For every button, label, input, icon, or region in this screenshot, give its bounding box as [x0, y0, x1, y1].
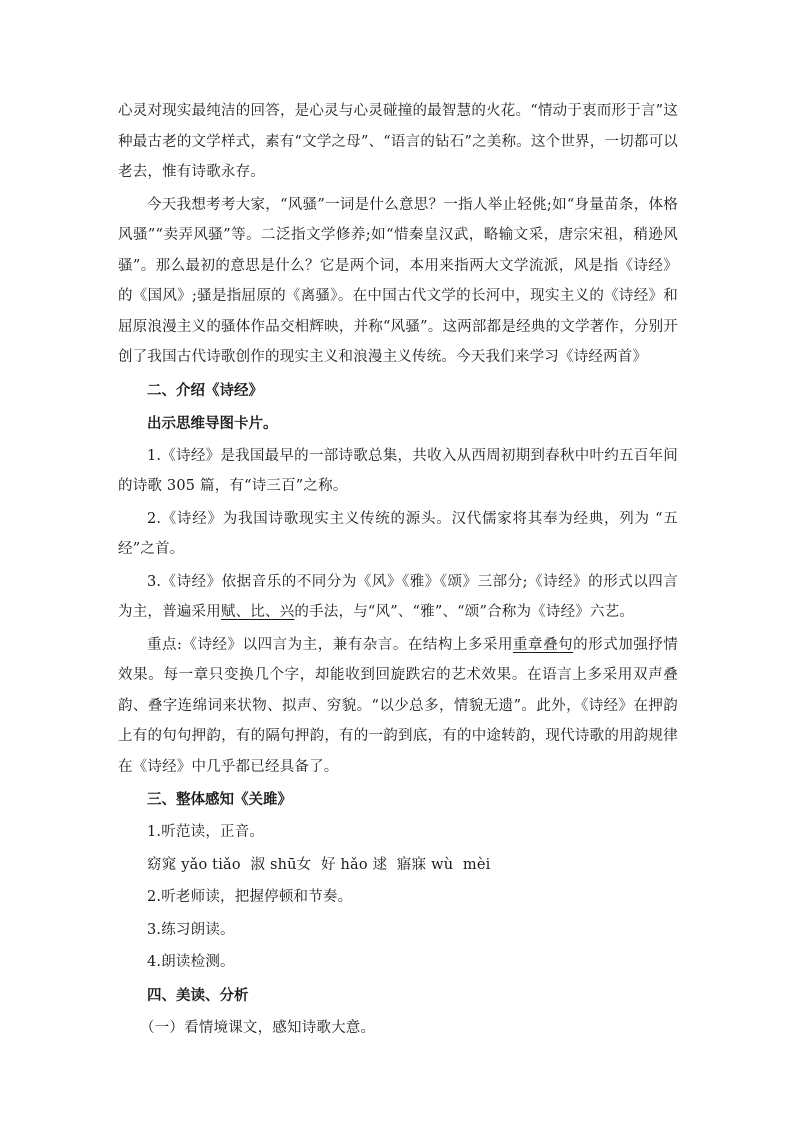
subheading-mindmap-card: 出示思维导图卡片。: [147, 414, 278, 432]
subsection-1: （一）看情境课文，感知诗歌大意。: [140, 1019, 376, 1036]
underlined-fu-bi-xing: 赋、比、兴: [220, 604, 295, 620]
paragraph-key-points: [118, 630, 678, 783]
list-item-1: 1.《诗经》是我国最早的一部诗歌总集，共收入从西周初期到春秋中叶约五百年间的诗歌 305 篇，有“诗三百”之称。: [118, 447, 678, 494]
paragraph-fengsao: 今天我想考考大家，“风骚”一词是什么意思？一指人举止轻佻;如“身量苗条，体格风骚”“卖弄风骚”等。二泛指文学修养;如“惜秦皇汉武，略输文采，唐宗宋祖，稍逊风骚”。那么最初的意思是什么？它是两个词，本用来指两大文学流派，风是指《诗经》的《国风》;骚是指屈原的《离骚》。在中国古代文学的长河中，现实主义的《诗经》和屈原浪漫主义的骚体作品交相辉映，并称“风骚”。这两部都是经典的文学著作，分别开创了我国古代诗歌创作的现实主义和浪漫主义传统。今天我们来学习《诗经两首》: [118, 196, 678, 365]
step-4: 4.朗读检测。: [147, 954, 235, 970]
list-item-3-text-a: 3.《诗经》依据音乐的不同分为《风》《雅》《颂》三部分;《诗经》的形式以四言为主，普遍采用: [118, 573, 678, 620]
section-heading-introduce-shijing: 二、介绍《诗经》: [147, 381, 263, 399]
step-2: 2.听老师读，把握停顿和节奏。: [147, 889, 353, 905]
pinyin-line: 窈窕 yǎo tiǎo 淑 shū女 好 hǎo 逑 寤寐 wù mèi: [147, 856, 491, 873]
section-heading-guanju: 三、整体感知《关雎》: [147, 791, 292, 808]
step-3: 3.练习朗读。: [147, 921, 235, 938]
list-item-2: 2.《诗经》为我国诗歌现实主义传统的源头。汉代儒家将其奉为经典，列为 “五经”之首。: [118, 510, 678, 557]
underlined-chongzhang-dieju: 重章叠句: [513, 636, 574, 653]
section-heading-meidu: 四、美读、分析: [147, 986, 249, 1004]
key-points-text-a: 重点:《诗经》以四言为主，兼有杂言。在结构上多采用: [147, 636, 514, 653]
step-1: 1.听范读，正音。: [147, 824, 265, 840]
key-points-text-b: 的形式加强抒情效果。每一章只变换几个字，却能收到回旋跌宕的艺术效果。在语言上多采用双声叠韵、叠字连绵词来状物、拟声、穷貌。“以少总多，情貌无遗”。此外，《诗经》在押韵上有的句句押韵，有的隔句押韵，有的一韵到底，有的中途转韵，现代诗歌的用韵规律在《诗经》中几乎都已经具备了。: [118, 636, 678, 775]
list-item-3-text-b: 的手法，与“风”、“雅”、“颂”合称为《诗经》六艺。: [294, 604, 635, 620]
paragraph-intro-poetry: 心灵对现实最纯洁的回答，是心灵与心灵碰撞的最智慧的火花。“情动于衷而形于言”这种最古老的文学样式，素有“文学之母”、“语言的钻石”之美称。这个世界，一切都可以老去，惟有诗歌永存。: [118, 103, 678, 180]
document-page: [118, 96, 678, 1045]
list-item-3: [118, 567, 678, 628]
